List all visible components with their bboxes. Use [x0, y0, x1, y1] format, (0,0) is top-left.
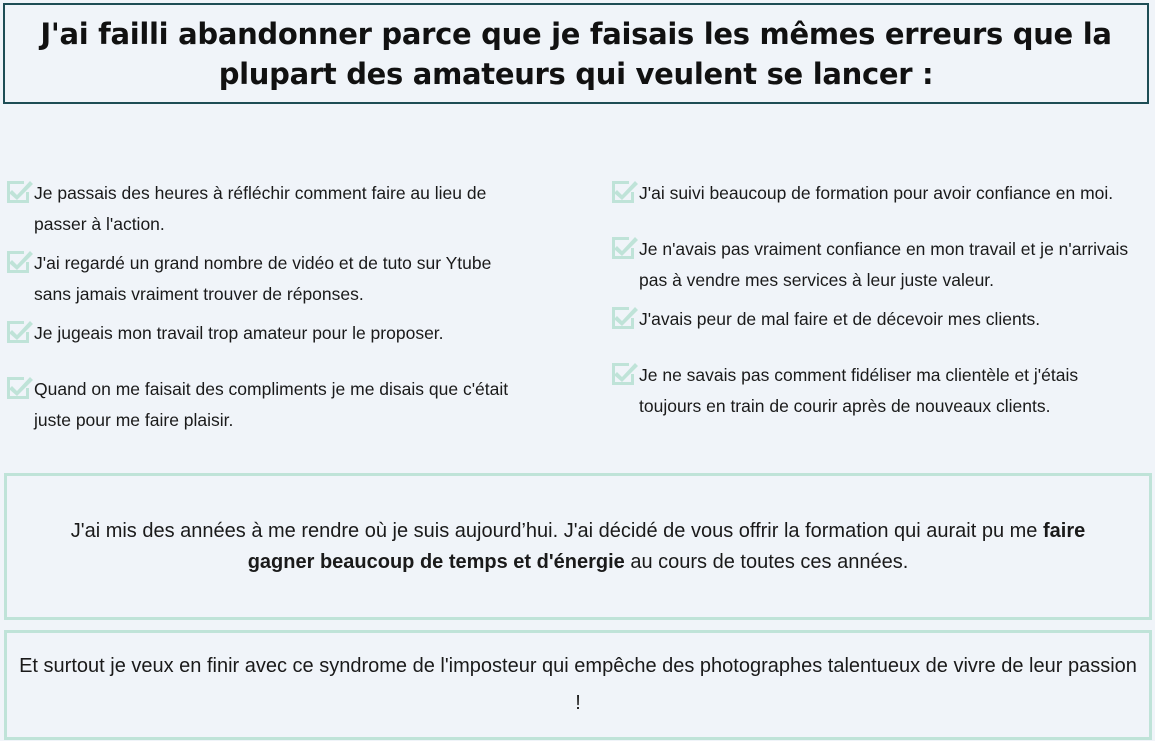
check-icon	[4, 178, 34, 206]
list-item	[609, 178, 1149, 209]
highlight-box	[4, 473, 1152, 620]
closing-paragraph: Et surtout je veux en finir avec ce syndrome de l'imposteur qui empêche des photographes talentueux de vivre de leur passion !	[19, 655, 1137, 714]
list-item-text: J'ai regardé un grand nombre de vidéo et de tuto sur Ytube sans jamais vraiment trouver de réponses.	[34, 253, 492, 304]
check-icon	[4, 248, 34, 276]
list-item-text: J'avais peur de mal faire et de décevoir mes clients.	[639, 309, 1041, 329]
closing-box	[4, 630, 1152, 740]
list-item-text: Je ne savais pas comment fidéliser ma clientèle et j'étais toujours en train de courir après de nouveaux clients.	[639, 365, 1079, 416]
page-title: J'ai failli abandonner parce que je faisais les mêmes erreurs que la plupart des amateurs qui veulent se lancer :	[40, 16, 1112, 91]
check-icon	[609, 178, 639, 206]
list-item-text: Je jugeais mon travail trop amateur pour le proposer.	[34, 323, 444, 343]
check-icon	[609, 234, 639, 262]
list-item	[609, 360, 1129, 422]
list-item	[4, 318, 564, 349]
list-item	[609, 234, 1153, 296]
list-item	[609, 304, 1149, 335]
check-icon	[4, 374, 34, 402]
highlight-text-before: J'ai mis des années à me rendre où je suis aujourd’hui. J'ai décidé de vous offrir la formation qui aurait pu me	[70, 519, 1043, 542]
list-item-text: Je passais des heures à réfléchir comment faire au lieu de passer à l'action.	[34, 183, 487, 234]
highlight-text-after: au cours de toutes ces années.	[624, 550, 909, 573]
highlight-text-bold: faire gagner beaucoup de temps et d'énergie	[247, 519, 1086, 573]
check-icon	[609, 304, 639, 332]
list-item	[4, 248, 524, 310]
list-item-text: Je n'avais pas vraiment confiance en mon travail et je n'arrivais pas à vendre mes services à leur juste valeur.	[639, 239, 1129, 290]
list-item	[4, 178, 524, 240]
list-item-text: J'ai suivi beaucoup de formation pour avoir confiance en moi.	[639, 183, 1114, 203]
highlight-paragraph	[48, 516, 1108, 578]
list-item-text: Quand on me faisait des compliments je me disais que c'était juste pour me faire plaisir.	[34, 379, 509, 430]
check-icon	[4, 318, 34, 346]
check-icon	[609, 360, 639, 388]
title-box	[3, 3, 1149, 104]
list-item	[4, 374, 544, 436]
